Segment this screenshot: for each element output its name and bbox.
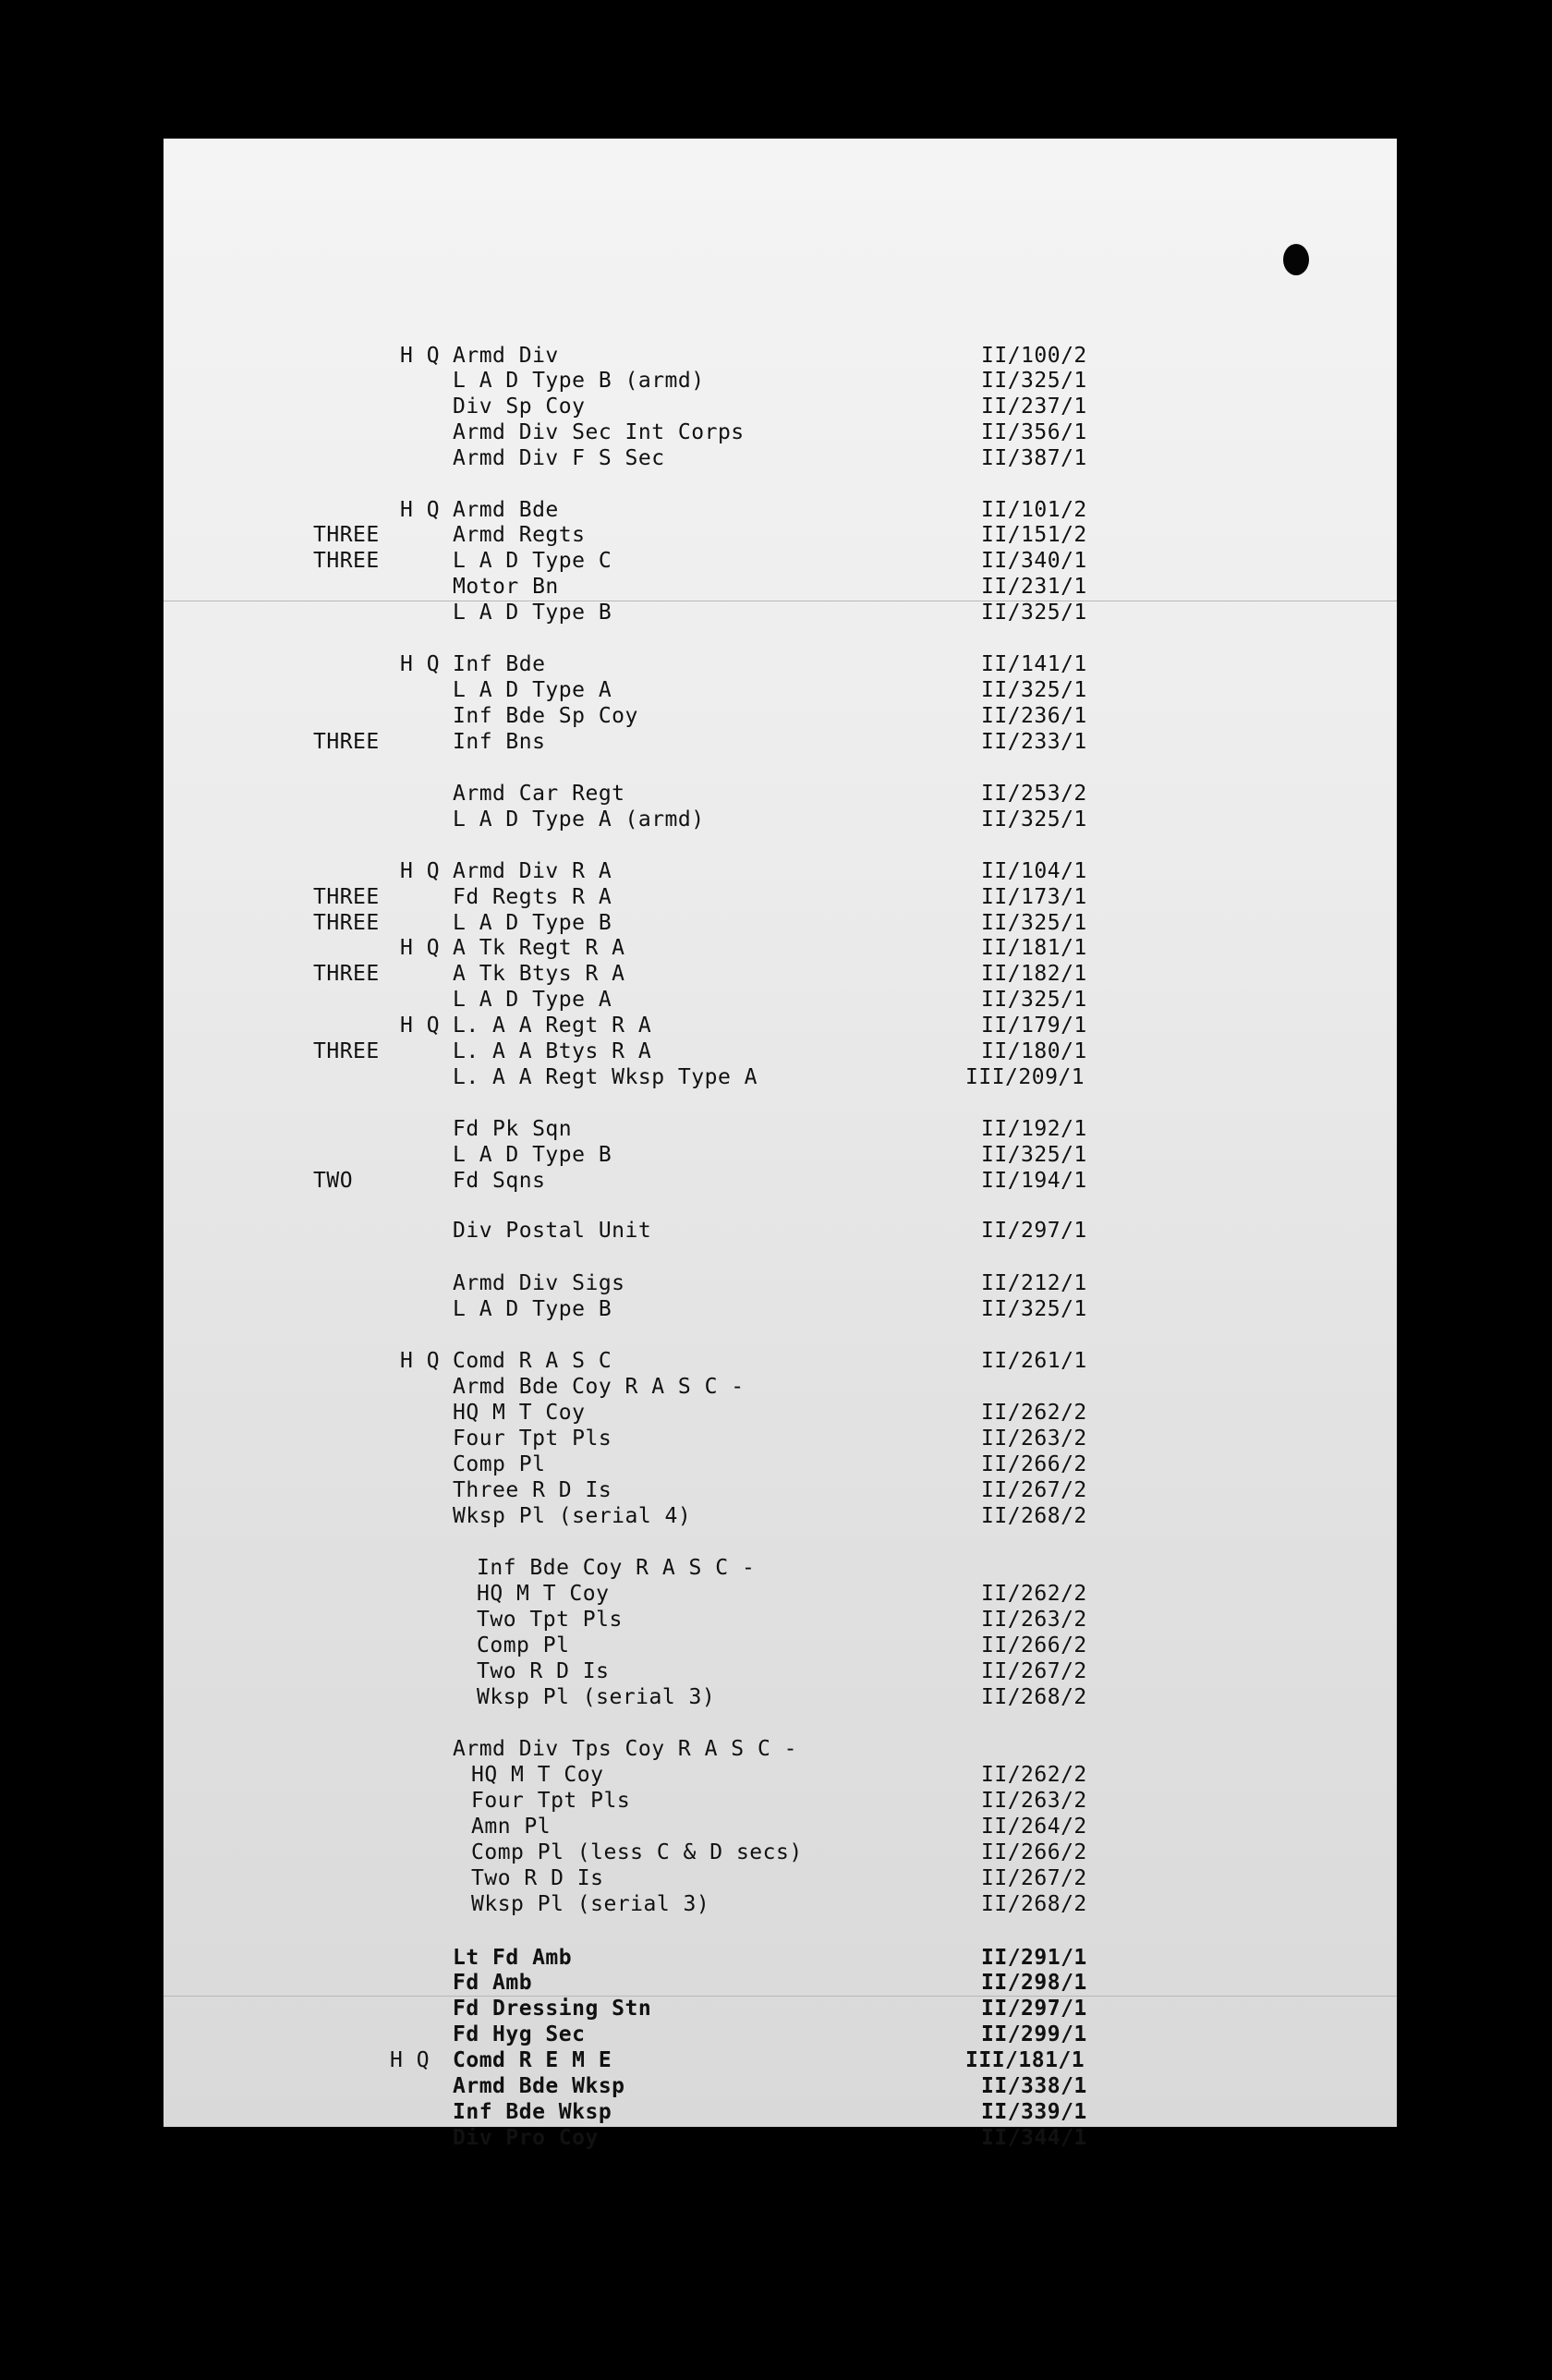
row-unit-name: Two R D Is xyxy=(477,1659,610,1683)
row-unit-name: Armd Div Tps Coy R A S C - xyxy=(453,1737,798,1761)
row-reference: II/268/2 xyxy=(981,1685,1087,1709)
row-unit-name: Armd Div Sec Int Corps xyxy=(453,420,745,444)
document-page xyxy=(164,139,1397,2150)
row-reference: II/268/2 xyxy=(981,1892,1087,1916)
row-reference: II/325/1 xyxy=(981,808,1087,832)
row-unit-name: Div Postal Unit xyxy=(453,1219,652,1243)
row-reference: II/297/1 xyxy=(981,1219,1087,1243)
row-unit-name: L A D Type B xyxy=(453,1143,612,1167)
row-reference: II/236/1 xyxy=(981,704,1087,728)
row-reference: II/262/2 xyxy=(981,1582,1087,1606)
row-unit-name: Comp Pl (less C & D secs) xyxy=(471,1840,803,1864)
row-unit-name: Comd R E M E xyxy=(453,2048,612,2072)
row-unit-name: Fd Hyg Sec xyxy=(453,2022,586,2046)
row-unit-name: Two Tpt Pls xyxy=(477,1608,623,1632)
row-unit-name: Fd Dressing Stn xyxy=(453,1997,652,2021)
row-unit-name: A Tk Regt R A xyxy=(453,936,625,960)
row-unit-name: A Tk Btys R A xyxy=(453,962,625,986)
row-hq-label: H Q xyxy=(400,1349,441,1373)
row-reference: II/179/1 xyxy=(981,1014,1087,1038)
row-reference: II/141/1 xyxy=(981,652,1087,676)
row-reference: II/344/1 xyxy=(981,2126,1087,2150)
row-unit-name: Armd Div Sigs xyxy=(453,1271,625,1295)
row-reference: II/261/1 xyxy=(981,1349,1087,1373)
row-quantity: THREE xyxy=(313,549,380,573)
row-unit-name: L. A A Btys R A xyxy=(453,1039,652,1063)
row-reference: II/104/1 xyxy=(981,859,1087,883)
row-unit-name: Comp Pl xyxy=(477,1633,570,1658)
row-reference: II/151/2 xyxy=(981,523,1087,547)
row-quantity: THREE xyxy=(313,1039,380,1063)
row-reference: II/338/1 xyxy=(981,2074,1087,2098)
row-unit-name: Armd Bde Coy R A S C - xyxy=(453,1375,745,1399)
row-unit-name: Inf Bde Wksp xyxy=(453,2100,612,2124)
row-unit-name: Armd Bde Wksp xyxy=(453,2074,625,2098)
row-unit-name: Inf Bde xyxy=(453,652,546,676)
row-reference: II/263/2 xyxy=(981,1427,1087,1451)
row-unit-name: L A D Type A xyxy=(453,678,612,702)
row-hq-label: H Q xyxy=(400,344,441,368)
row-unit-name: Amn Pl xyxy=(471,1815,552,1839)
row-reference: II/262/2 xyxy=(981,1763,1087,1787)
punch-hole xyxy=(1283,244,1309,275)
row-unit-name: Comp Pl xyxy=(453,1452,546,1476)
row-unit-name: Four Tpt Pls xyxy=(471,1789,631,1813)
row-unit-name: Armd Div F S Sec xyxy=(453,446,665,470)
row-reference: II/231/1 xyxy=(981,575,1087,599)
row-reference: II/100/2 xyxy=(981,344,1087,368)
row-unit-name: L. A A Regt Wksp Type A xyxy=(453,1065,758,1089)
row-reference: II/263/2 xyxy=(981,1608,1087,1632)
row-reference: II/298/1 xyxy=(981,1971,1087,1995)
row-reference: III/181/1 xyxy=(965,2048,1085,2072)
row-reference: II/325/1 xyxy=(981,369,1087,393)
row-reference: II/267/2 xyxy=(981,1659,1087,1683)
row-unit-name: Fd Amb xyxy=(453,1971,533,1995)
row-reference: II/182/1 xyxy=(981,962,1087,986)
row-unit-name: L A D Type A (armd) xyxy=(453,808,705,832)
row-reference: III/209/1 xyxy=(965,1065,1085,1089)
row-unit-name: L. A A Regt R A xyxy=(453,1014,652,1038)
row-reference: II/325/1 xyxy=(981,1143,1087,1167)
row-unit-name: Armd Regts xyxy=(453,523,586,547)
row-unit-name: Inf Bns xyxy=(453,730,546,754)
row-unit-name: HQ M T Coy xyxy=(477,1582,610,1606)
row-unit-name: Fd Regts R A xyxy=(453,885,612,909)
row-reference: II/340/1 xyxy=(981,549,1087,573)
row-unit-name: HQ M T Coy xyxy=(453,1401,586,1425)
row-unit-name: Wksp Pl (serial 3) xyxy=(471,1892,710,1916)
row-unit-name: L A D Type C xyxy=(453,549,612,573)
row-unit-name: Armd Div xyxy=(453,344,559,368)
row-unit-name: Fd Pk Sqn xyxy=(453,1117,573,1141)
row-reference: II/339/1 xyxy=(981,2100,1087,2124)
row-unit-name: L A D Type B xyxy=(453,601,612,625)
row-unit-name: Armd Bde xyxy=(453,498,559,522)
row-unit-name: Four Tpt Pls xyxy=(453,1427,612,1451)
row-reference: II/267/2 xyxy=(981,1478,1087,1502)
row-reference: II/262/2 xyxy=(981,1401,1087,1425)
row-reference: II/299/1 xyxy=(981,2022,1087,2046)
row-reference: II/297/1 xyxy=(981,1997,1087,2021)
row-unit-name: Motor Bn xyxy=(453,575,559,599)
row-unit-name: Three R D Is xyxy=(453,1478,612,1502)
row-unit-name: Div Pro Coy xyxy=(453,2126,599,2150)
row-reference: II/325/1 xyxy=(981,601,1087,625)
row-reference: II/253/2 xyxy=(981,782,1087,806)
row-unit-name: L A D Type B xyxy=(453,911,612,935)
row-hq-label: H Q xyxy=(400,859,441,883)
row-hq-label: H Q xyxy=(390,2048,430,2072)
scan-line xyxy=(164,1996,1397,1997)
row-quantity: THREE xyxy=(313,523,380,547)
row-unit-name: Lt Fd Amb xyxy=(453,1946,573,1970)
row-reference: II/192/1 xyxy=(981,1117,1087,1141)
row-reference: II/194/1 xyxy=(981,1169,1087,1193)
row-reference: II/181/1 xyxy=(981,936,1087,960)
row-quantity: THREE xyxy=(313,885,380,909)
row-reference: II/325/1 xyxy=(981,1297,1087,1321)
row-unit-name: Comd R A S C xyxy=(453,1349,612,1373)
row-reference: II/268/2 xyxy=(981,1504,1087,1528)
row-reference: II/264/2 xyxy=(981,1815,1087,1839)
row-reference: II/263/2 xyxy=(981,1789,1087,1813)
row-unit-name: Fd Sqns xyxy=(453,1169,546,1193)
row-unit-name: Div Sp Coy xyxy=(453,395,586,419)
row-reference: II/325/1 xyxy=(981,911,1087,935)
row-reference: II/387/1 xyxy=(981,446,1087,470)
row-unit-name: Two R D Is xyxy=(471,1866,604,1890)
row-unit-name: L A D Type B (armd) xyxy=(453,369,705,393)
row-unit-name: Inf Bde Coy R A S C - xyxy=(477,1556,756,1580)
row-reference: II/291/1 xyxy=(981,1946,1087,1970)
row-unit-name: L A D Type A xyxy=(453,988,612,1012)
row-quantity: THREE xyxy=(313,911,380,935)
row-quantity: THREE xyxy=(313,730,380,754)
row-hq-label: H Q xyxy=(400,936,441,960)
row-reference: II/356/1 xyxy=(981,420,1087,444)
row-unit-name: Inf Bde Sp Coy xyxy=(453,704,638,728)
row-quantity: THREE xyxy=(313,962,380,986)
row-unit-name: L A D Type B xyxy=(453,1297,612,1321)
row-reference: II/266/2 xyxy=(981,1633,1087,1658)
row-unit-name: HQ M T Coy xyxy=(471,1763,604,1787)
row-reference: II/233/1 xyxy=(981,730,1087,754)
row-hq-label: H Q xyxy=(400,498,441,522)
row-hq-label: H Q xyxy=(400,1014,441,1038)
row-reference: II/325/1 xyxy=(981,988,1087,1012)
row-reference: II/266/2 xyxy=(981,1840,1087,1864)
row-reference: II/237/1 xyxy=(981,395,1087,419)
row-reference: II/267/2 xyxy=(981,1866,1087,1890)
row-unit-name: Armd Car Regt xyxy=(453,782,625,806)
row-unit-name: Armd Div R A xyxy=(453,859,612,883)
row-unit-name: Wksp Pl (serial 4) xyxy=(453,1504,692,1528)
row-reference: II/173/1 xyxy=(981,885,1087,909)
row-reference: II/101/2 xyxy=(981,498,1087,522)
row-unit-name: Wksp Pl (serial 3) xyxy=(477,1685,716,1709)
row-reference: II/212/1 xyxy=(981,1271,1087,1295)
row-quantity: TWO xyxy=(313,1169,354,1193)
row-reference: II/180/1 xyxy=(981,1039,1087,1063)
row-reference: II/325/1 xyxy=(981,678,1087,702)
row-hq-label: H Q xyxy=(400,652,441,676)
row-reference: II/266/2 xyxy=(981,1452,1087,1476)
